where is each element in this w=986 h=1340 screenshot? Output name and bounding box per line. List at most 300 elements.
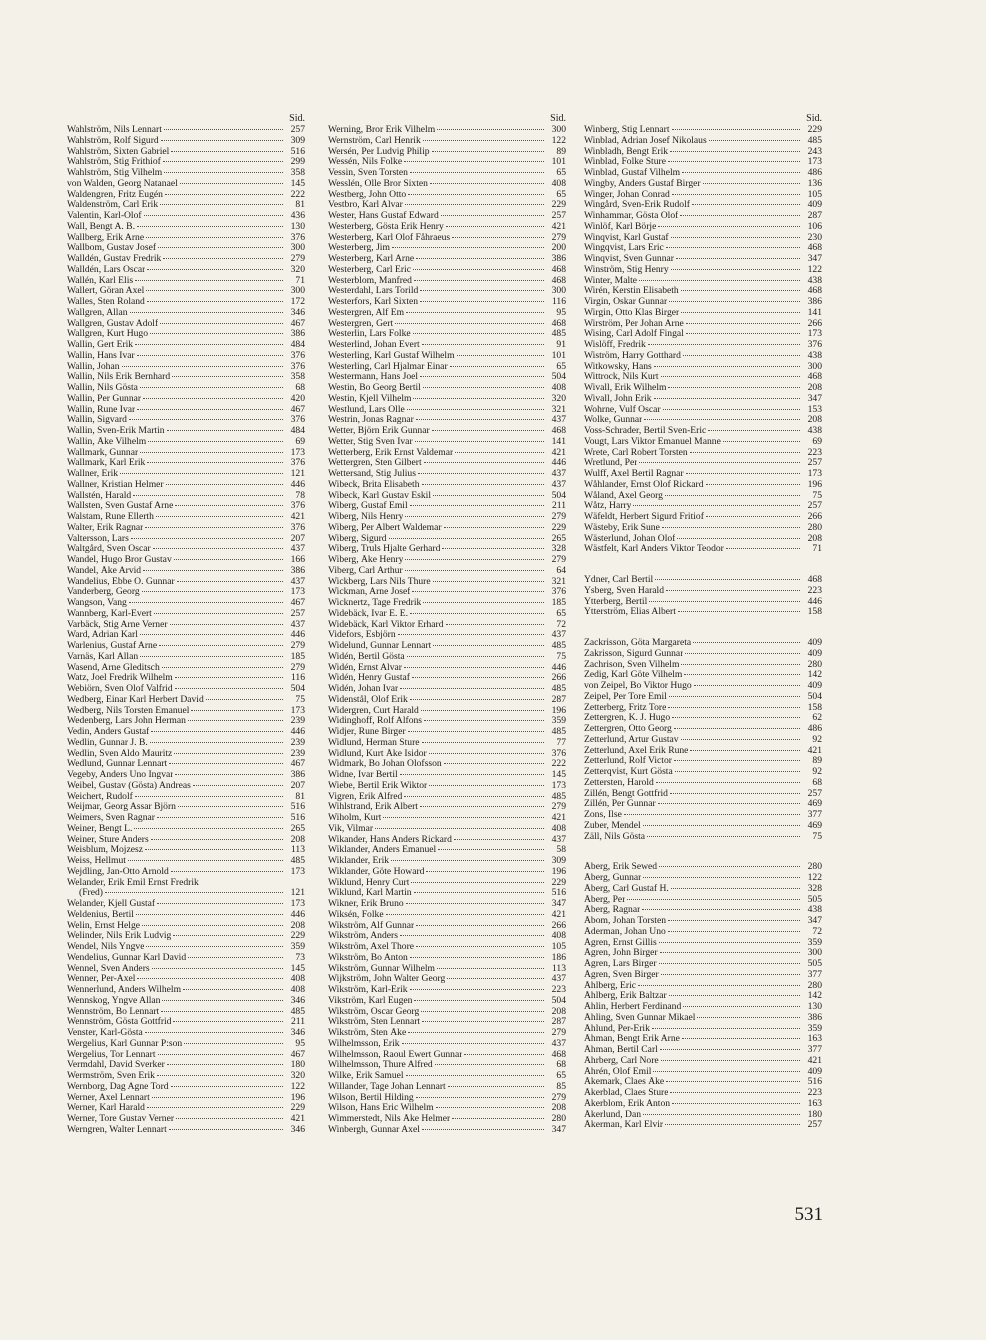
entry-name: Winblad, Folke Sture [584, 157, 666, 168]
index-entry [67, 587, 305, 598]
entry-page: 81 [295, 200, 305, 211]
entry-page: 142 [807, 991, 822, 1002]
dot-leader [174, 753, 283, 754]
entry-page: 141 [551, 436, 566, 447]
entry-name: Wilson, Bertil Hilding [328, 1092, 414, 1103]
entry-name: Welander, Erik Emil Ernst Fredrik [67, 877, 199, 888]
index-entry [328, 319, 566, 330]
index-entry [328, 1114, 566, 1125]
entry-name: Wijkström, John Walter Georg [328, 974, 446, 985]
entry-name: Varbäck, Stig Arne Verner [67, 619, 168, 630]
entry-name: Ågren, Lars Birger [584, 959, 657, 969]
entry-page: 485 [551, 684, 566, 694]
index-entry [584, 233, 822, 244]
entry-name: Wetter, Stig Sven Ivar [328, 436, 413, 447]
entry-page: 468 [807, 372, 822, 383]
entry-name: Wettergren, Sten Gilbert [328, 458, 422, 469]
entry-name: Åhlin, Herbert Ferdinand [584, 1002, 682, 1012]
entry-page: 266 [807, 512, 822, 522]
index-entry [328, 222, 566, 233]
index-entry [328, 200, 566, 211]
entry-name: Weiner, Sture Anders [67, 834, 149, 845]
entry-page: 208 [290, 920, 305, 931]
entry-name: Wiklander, Anders Emanuel [328, 845, 437, 856]
dot-leader [148, 441, 283, 442]
dot-leader [169, 1129, 283, 1130]
entry-name: Werner, Karl Harald [67, 1103, 145, 1114]
entry-name: Wickman, Arne Josef [328, 587, 411, 598]
index-entry [328, 1007, 566, 1018]
entry-page: 437 [551, 630, 566, 641]
dot-leader [120, 473, 283, 474]
entry-name: Wrete, Carl Robert Torsten [584, 447, 688, 458]
entry-page: 239 [290, 737, 305, 748]
entry-page: 320 [290, 1071, 305, 1081]
entry-page: 158 [807, 702, 822, 713]
index-entry [584, 469, 822, 480]
entry-name: Weisblum, Mojzesz [67, 845, 143, 856]
dot-leader [655, 579, 800, 580]
entry-page: 504 [551, 490, 566, 501]
entry-name: Wiberg, Nils Henry [328, 512, 404, 522]
dot-leader [677, 538, 800, 539]
entry-page: 420 [290, 393, 305, 404]
dot-leader [143, 398, 283, 399]
index-entry [328, 1071, 566, 1082]
dot-leader [151, 839, 283, 840]
index-entry [67, 856, 305, 867]
index-entry [584, 512, 822, 523]
entry-name: Waldengren, Fritz Eugén [67, 189, 163, 200]
dot-leader [433, 495, 544, 496]
dot-leader [167, 430, 283, 431]
entry-name: Vedin, Anders Gustaf [67, 727, 150, 737]
entry-name: Wingqvist, Lars Eric [584, 243, 664, 254]
index-entry [67, 190, 305, 201]
entry-name: Zettergren, K. J. Hugo [584, 713, 671, 724]
entry-name: Wallbom, Gustav Josef [67, 243, 157, 254]
index-entry [584, 638, 822, 649]
index-entry [584, 862, 822, 873]
entry-name: Winström, Stig Henry [584, 264, 669, 275]
entry-page: 438 [807, 426, 822, 436]
entry-page: 359 [551, 716, 566, 727]
index-entry [328, 673, 566, 684]
entry-name: Wibeck, Brita Elisabeth [328, 479, 420, 490]
index-entry [67, 835, 305, 846]
entry-page: 141 [807, 307, 822, 318]
dot-leader [659, 963, 800, 964]
dot-leader [450, 366, 544, 367]
index-entry [584, 948, 822, 959]
entry-page: 65 [556, 189, 566, 200]
entry-page: 437 [290, 544, 305, 555]
index-entry [584, 276, 822, 287]
entry-page: 438 [807, 905, 822, 916]
entry-name: Wåtz, Harry [584, 501, 632, 512]
dot-leader [627, 899, 800, 900]
entry-name: Widenstål, Olof Erik [328, 694, 408, 705]
index-entry [328, 802, 566, 813]
entry-page: 92 [812, 767, 822, 777]
index-entry [328, 426, 566, 437]
index-entry [67, 1060, 305, 1071]
index-entry [328, 888, 566, 899]
entry-page: 257 [290, 608, 305, 619]
index-entry [584, 692, 822, 703]
index-entry [328, 534, 566, 545]
dot-leader [653, 1071, 800, 1072]
entry-page: 92 [812, 734, 822, 745]
dot-leader [682, 172, 800, 173]
dot-leader [147, 462, 283, 463]
index-entry [584, 340, 822, 351]
dot-leader [654, 398, 800, 399]
dot-leader [422, 1129, 544, 1130]
index-entry [67, 673, 305, 684]
entry-page: 287 [807, 211, 822, 221]
dot-leader [410, 505, 544, 506]
entry-page: 145 [290, 178, 305, 189]
index-entry [67, 1114, 305, 1125]
entry-name: Winqvist, Karl Gustaf [584, 232, 669, 243]
index-entry [67, 598, 305, 609]
dot-leader [398, 634, 544, 635]
entry-page: 386 [290, 565, 305, 576]
dot-leader [129, 602, 283, 603]
dot-leader [412, 677, 544, 678]
index-entry [584, 1067, 822, 1078]
dot-leader [157, 903, 283, 904]
entry-page: 180 [290, 1060, 305, 1071]
entry-name: Wästeby, Erik Sune [584, 522, 660, 533]
entry-name: Wallin, Sigvard [67, 415, 127, 426]
entry-page: 486 [807, 168, 822, 178]
index-entry [67, 910, 305, 921]
index-entry [584, 297, 822, 308]
dot-leader [433, 645, 544, 646]
entry-name: Weijmar, Georg Assar Björn [67, 802, 176, 813]
entry-name: Wiklander, Göte Howard [328, 866, 425, 877]
dot-leader [412, 591, 544, 592]
entry-page: 300 [290, 286, 305, 297]
entry-page: 122 [290, 1081, 305, 1092]
entry-name: Wiklund, Henry Curt [328, 877, 410, 888]
entry-name: Valtersson, Lars [67, 533, 129, 544]
column-header-sid: Sid. [289, 113, 305, 124]
dot-leader [416, 946, 544, 947]
dot-leader [421, 1011, 544, 1012]
entry-name: Åberg, Carl Gustaf H. [584, 883, 669, 894]
entry-name: Westerlind, Johan Evert [328, 340, 420, 350]
entry-name: Westerberg, Gösta Erik Henry [328, 221, 444, 232]
entry-page: 309 [290, 135, 305, 146]
entry-name: Wergelius, Tor Lennart [67, 1049, 156, 1060]
entry-page: 300 [290, 243, 305, 254]
entry-page: 377 [807, 1045, 822, 1055]
index-entry [67, 706, 305, 717]
index-entry [328, 147, 566, 158]
dot-leader [438, 849, 544, 850]
index-entry [584, 959, 822, 970]
entry-page: 421 [551, 447, 566, 458]
index-entry [328, 458, 566, 469]
index-entry [584, 286, 822, 297]
index-entry [328, 276, 566, 287]
dot-leader [416, 1097, 544, 1098]
index-entry [328, 630, 566, 641]
entry-name: Åkerlund, Dan [584, 1109, 642, 1120]
entry-page: 229 [290, 931, 305, 942]
index-entry [67, 405, 305, 416]
entry-page: 421 [551, 221, 566, 232]
entry-name: Westrin, Jonas Ragnar [328, 415, 414, 426]
entry-name: Vessin, Sven Torsten [328, 168, 408, 178]
index-entry [584, 1110, 822, 1121]
entry-name: Wikström, Karl-Erik [328, 985, 408, 995]
index-column-1 [67, 113, 305, 1136]
index-entry [328, 738, 566, 749]
dot-leader [424, 720, 544, 721]
entry-page: 136 [807, 178, 822, 189]
entry-name: Widén, Johan Ivar [328, 684, 399, 694]
index-entry [67, 179, 305, 190]
index-entry [67, 319, 305, 330]
index-entry [67, 297, 305, 308]
dot-leader [135, 344, 283, 345]
dot-leader [658, 226, 800, 227]
index-entry [328, 620, 566, 631]
entry-name: Videfors, Esbjörn [328, 630, 396, 641]
entry-name: Winger, Johan Conrad [584, 189, 670, 200]
dot-leader [660, 1049, 800, 1050]
dot-leader [178, 806, 283, 807]
entry-page: 309 [551, 856, 566, 866]
entry-page: 446 [290, 479, 305, 490]
entry-page: 446 [290, 909, 305, 920]
entry-name: Widergren, Curt Harald [328, 705, 419, 716]
index-entry [67, 899, 305, 910]
entry-page: 287 [551, 1017, 566, 1028]
dot-leader [649, 601, 800, 602]
entry-name: Weldenius, Bertil [67, 909, 134, 920]
dot-leader [693, 642, 800, 643]
entry-name: Wivall, John Erik [584, 393, 652, 404]
entry-name: Wetterberg, Erik Ernst Valdemar [328, 447, 454, 458]
dot-leader [422, 742, 544, 743]
dot-leader [414, 1000, 544, 1001]
entry-page: 328 [551, 544, 566, 555]
index-entry [328, 491, 566, 502]
entry-page: 437 [290, 619, 305, 630]
entry-name: Wermström, Sven Erik [67, 1071, 155, 1081]
entry-name: Åberg, Per [584, 894, 626, 905]
dot-leader [430, 183, 544, 184]
index-entry [328, 663, 566, 674]
index-entry [67, 878, 305, 889]
entry-name: Wingby, Anders Gustaf Birger [584, 178, 701, 189]
entry-page: 346 [290, 1124, 305, 1135]
dot-leader [659, 866, 800, 867]
entry-name: Wilke, Erik Samuel [328, 1071, 404, 1081]
entry-name: Walstam, Rune Ellerth [67, 512, 154, 522]
entry-page: 437 [551, 479, 566, 490]
entry-name: Åberg, Gunnar [584, 873, 642, 883]
entry-name: Zillén, Per Gunnar [584, 799, 656, 810]
entry-name: Wennel, Sven Anders [67, 963, 150, 974]
dot-leader [206, 699, 283, 700]
dot-leader [137, 355, 283, 356]
index-entry [328, 469, 566, 480]
index-entry [328, 824, 566, 835]
entry-name: Westerdahl, Lars Torild [328, 286, 419, 297]
entry-page: 376 [807, 340, 822, 350]
dot-leader [665, 495, 800, 496]
index-entry [584, 265, 822, 276]
entry-page: 185 [290, 651, 305, 662]
dot-leader [157, 817, 283, 818]
index-entry [584, 597, 822, 608]
dot-leader [639, 462, 800, 463]
entry-name: Wallgren, Allan [67, 307, 128, 318]
entry-name: Westerberg, Jim [328, 243, 390, 254]
dot-leader [678, 611, 800, 612]
entry-name: Westerling, Karl Gustaf Wilhelm [328, 350, 455, 361]
dot-leader [160, 204, 283, 205]
index-column-2 [328, 113, 566, 1136]
dot-leader [395, 323, 544, 324]
entry-page: 468 [807, 243, 822, 254]
entry-name: Wallin, Sven-Erik Martin [67, 426, 165, 436]
entry-name: Wedlund, Gunnar Lennart [67, 759, 168, 770]
entry-page: 359 [807, 937, 822, 948]
entry-name: Widelund, Gunnar Lennart [328, 641, 432, 651]
entry-page: 347 [807, 393, 822, 404]
index-entry [584, 767, 822, 778]
dot-leader [681, 664, 800, 665]
index-entry [584, 544, 822, 555]
entry-page: 468 [551, 275, 566, 286]
entry-page: 208 [551, 1103, 566, 1114]
entry-page: 467 [290, 759, 305, 770]
index-entry [328, 297, 566, 308]
index-entry [584, 756, 822, 767]
entry-name: Widlund, Herman Sture [328, 737, 420, 748]
entry-name: Wendelius, Gunnar Karl David [67, 952, 187, 963]
index-entry [584, 351, 822, 362]
dot-leader [654, 366, 800, 367]
entry-name: Wislöff, Fredrik [584, 340, 646, 350]
entry-name: Wästerlund, Johan Olof [584, 533, 676, 544]
entry-page: 376 [290, 501, 305, 512]
index-entry [67, 630, 305, 641]
entry-page: 223 [551, 985, 566, 995]
dot-leader [692, 204, 800, 205]
entry-name: Widén, Henry Gustaf [328, 673, 410, 684]
entry-name: Wikander, Hans Anders Rickard [328, 834, 452, 845]
entry-page: 101 [551, 157, 566, 168]
dot-leader [133, 495, 283, 496]
dot-leader [405, 516, 544, 517]
dot-leader [175, 677, 283, 678]
entry-name: Werner, Axel Lennart [67, 1092, 150, 1103]
entry-page: 116 [290, 673, 305, 684]
dot-leader [122, 366, 283, 367]
entry-page: 166 [290, 555, 305, 565]
entry-name: Ydner, Carl Bertil [584, 575, 654, 585]
entry-page: 386 [807, 1012, 822, 1023]
dot-leader [143, 570, 283, 571]
dot-leader [175, 505, 283, 506]
entry-page: 113 [551, 963, 566, 974]
entry-name: (Fred) [79, 888, 103, 899]
entry-name: Venster, Karl-Gösta [67, 1028, 143, 1038]
index-entry [67, 824, 305, 835]
entry-name: Zetterlund, Axel Erik Rune [584, 745, 689, 756]
index-entry [328, 684, 566, 695]
dot-leader [408, 194, 544, 195]
index-entry [328, 587, 566, 598]
dot-leader [447, 978, 544, 979]
dot-leader [669, 995, 800, 996]
dot-leader [703, 183, 800, 184]
dot-leader [406, 312, 544, 313]
entry-name: Widjer, Rune Birger [328, 727, 406, 737]
dot-leader [156, 516, 283, 517]
entry-name: Wiklander, Erik [328, 856, 390, 866]
entry-name: Åberg, Erik Sewed [584, 862, 658, 873]
entry-page: 467 [290, 404, 305, 415]
dot-leader [648, 344, 800, 345]
entry-page: 300 [807, 948, 822, 959]
entry-name: Vestbro, Karl Alvar [328, 200, 403, 211]
dot-leader [173, 1021, 283, 1022]
entry-page: 376 [290, 361, 305, 372]
entry-page: 196 [290, 1092, 305, 1103]
entry-name: Wester, Hans Gustaf Edward [328, 211, 439, 221]
entry-name: Ward, Adrian Karl [67, 630, 138, 641]
index-entry [584, 179, 822, 190]
dot-leader [708, 430, 800, 431]
dot-leader [410, 957, 544, 958]
index-entry [328, 190, 566, 201]
dot-leader [105, 892, 283, 893]
entry-page: 229 [551, 522, 566, 533]
index-entry [67, 480, 305, 491]
entry-page: 409 [807, 1066, 822, 1077]
dot-leader [135, 796, 283, 797]
entry-page: 75 [556, 651, 566, 662]
dot-leader [193, 785, 283, 786]
entry-name: Zetterberg, Fritz Tore [584, 702, 667, 713]
index-entry [584, 458, 822, 469]
dot-leader [413, 269, 544, 270]
entry-page: 347 [551, 1124, 566, 1135]
index-entry [328, 340, 566, 351]
index-entry [328, 996, 566, 1007]
entry-name: Vegeby, Anders Uno Ingvar [67, 770, 174, 780]
entry-page: 257 [807, 501, 822, 512]
dot-leader [674, 728, 800, 729]
entry-page: 421 [551, 813, 566, 823]
entry-name: Westergren, Gert [328, 318, 394, 329]
entry-name: Weiner, Bengt L. [67, 823, 133, 834]
index-entry [328, 125, 566, 136]
entry-name: Wohrne, Vulf Oscar [584, 404, 661, 415]
index-entry [67, 544, 305, 555]
entry-name: Westerfors, Karl Sixten [328, 297, 419, 307]
dot-leader [175, 774, 283, 775]
